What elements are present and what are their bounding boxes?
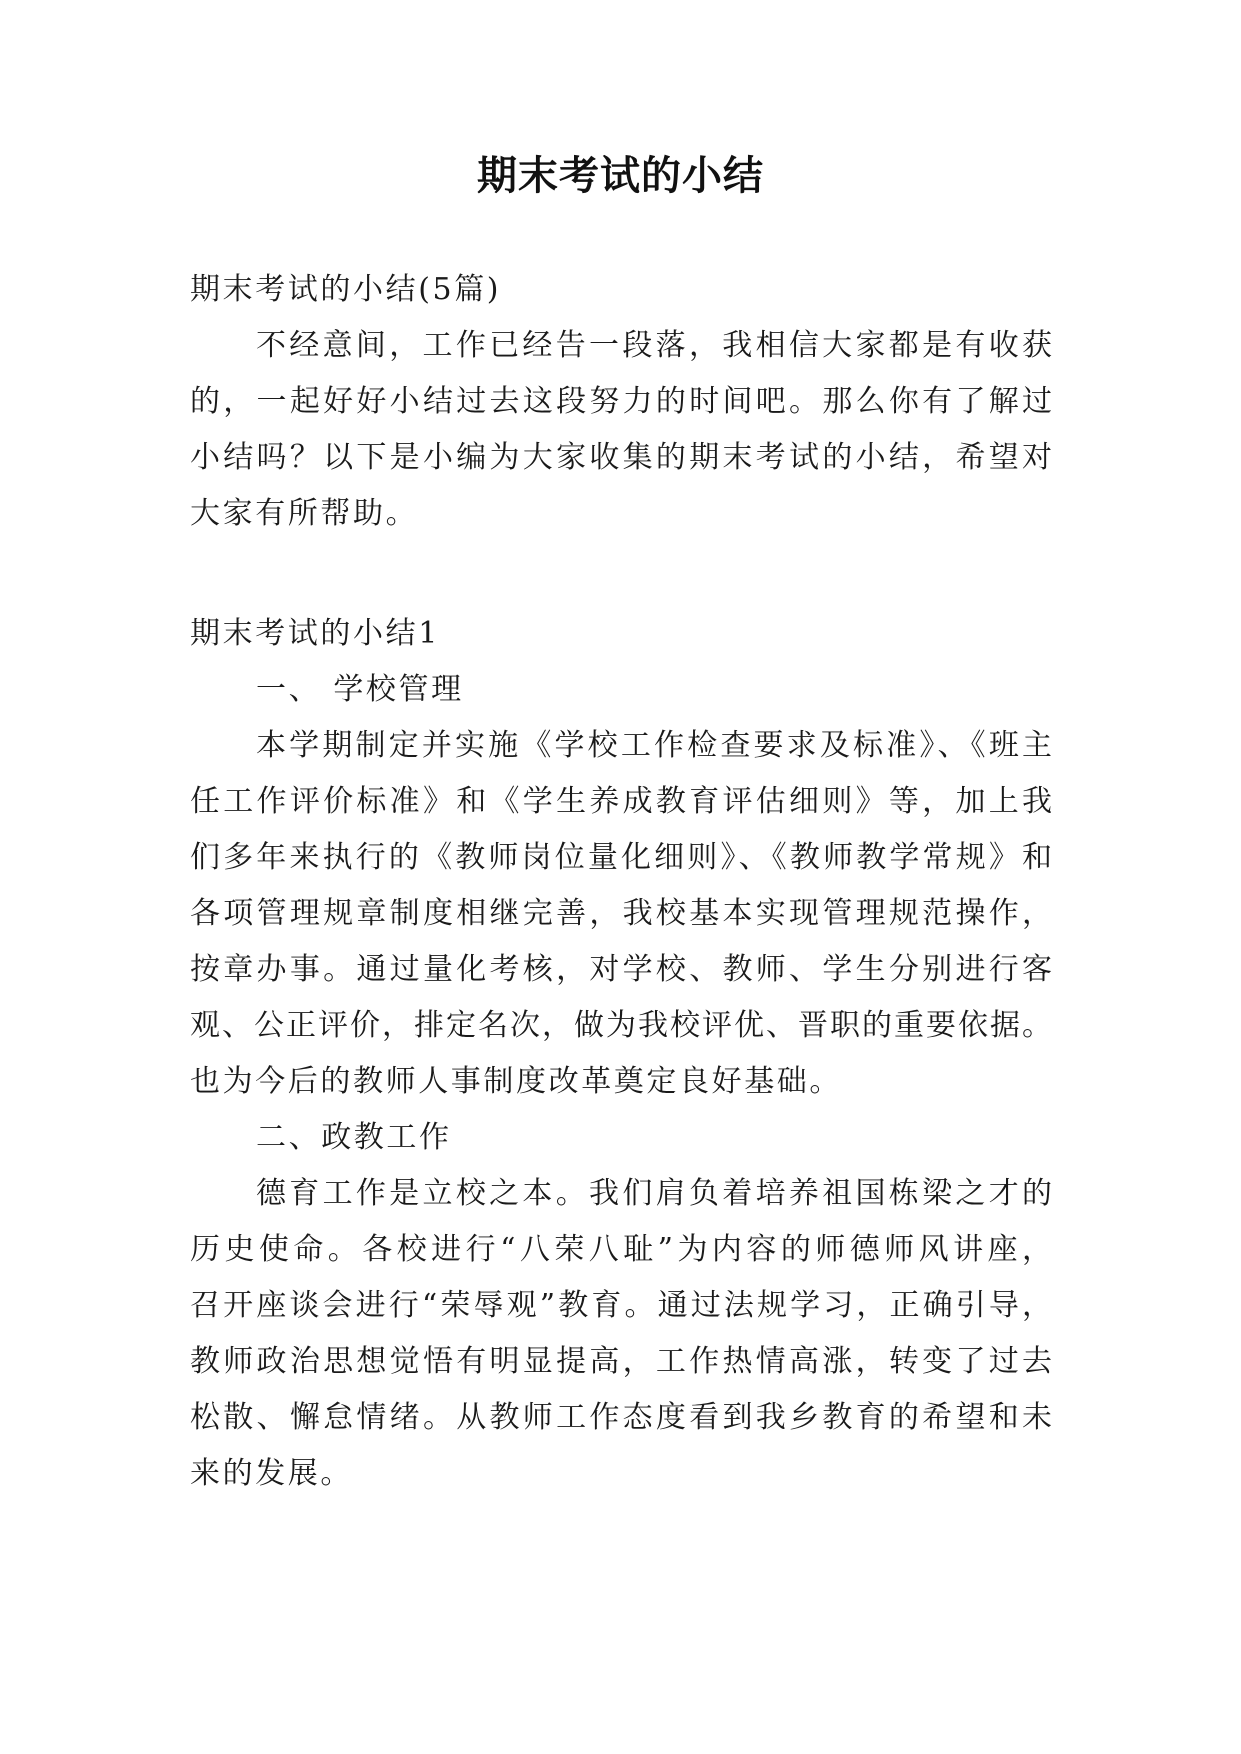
text-line: 大家有所帮助。 [190, 496, 419, 531]
text-line: 各项管理规章制度相继完善，我校基本实现管理规范操作， [190, 896, 1052, 931]
text-line: 召开座谈会进行“荣辱观”教育。通过法规学习，正确引导， [190, 1288, 1052, 1323]
part2-paragraph [190, 1166, 1052, 1502]
text-line: 历史使命。各校进行“八荣八耻”为内容的师德师风讲座， [190, 1232, 1052, 1267]
text-line: 也为今后的教师人事制度改革奠定良好基础。 [190, 1064, 842, 1099]
document-title: 期末考试的小结 [477, 152, 764, 199]
document-body [190, 262, 1052, 1502]
text-line: 们多年来执行的《教师岗位量化细则》、《教师教学常规》和 [190, 840, 1052, 875]
text-line: 按章办事。通过量化考核，对学校、教师、学生分别进行客 [190, 952, 1052, 987]
text-line: 德育工作是立校之本。我们肩负着培养祖国栋梁之才的 [256, 1176, 1052, 1211]
part-heading: 一、 学校管理 [256, 672, 464, 707]
section-heading: 期末考试的小结1 [190, 616, 440, 651]
text-line: 任工作评价标准》和《学生养成教育评估细则》等，加上我 [190, 784, 1052, 819]
intro-paragraph [190, 318, 1052, 542]
part-heading: 二、政教工作 [256, 1120, 452, 1155]
part1-paragraph [190, 718, 1052, 1110]
text-line: 松散、懈怠情绪。从教师工作态度看到我乡教育的希望和未 [190, 1400, 1052, 1435]
text-line: 教师政治思想觉悟有明显提高，工作热情高涨，转变了过去 [190, 1344, 1052, 1379]
document-subtitle: 期末考试的小结(5篇) [190, 272, 502, 307]
text-line: 来的发展。 [190, 1456, 353, 1491]
text-line: 不经意间，工作已经告一段落，我相信大家都是有收获 [256, 328, 1052, 363]
section-spacer [190, 542, 1052, 606]
text-line: 观、公正评价，排定名次，做为我校评优、晋职的重要依据。 [190, 1008, 1052, 1043]
text-line: 的，一起好好小结过去这段努力的时间吧。那么你有了解过 [190, 384, 1052, 419]
text-line: 本学期制定并实施《学校工作检查要求及标准》、《班主 [256, 728, 1052, 763]
text-line: 小结吗？以下是小编为大家收集的期末考试的小结，希望对 [190, 440, 1052, 475]
